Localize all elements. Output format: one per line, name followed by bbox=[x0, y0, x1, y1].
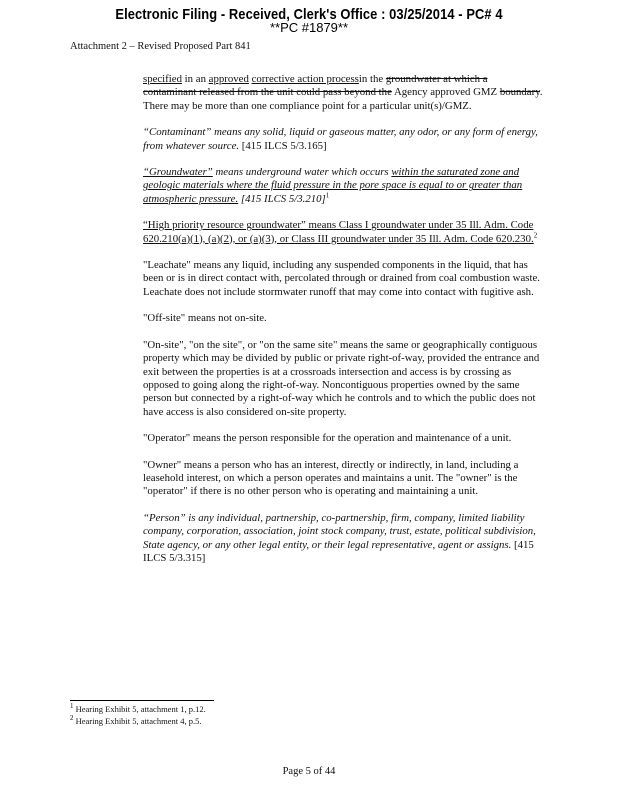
attachment-header: Attachment 2 – Revised Proposed Part 841 bbox=[70, 41, 251, 52]
footnote-ref-1[interactable]: 1 bbox=[325, 191, 330, 200]
paragraph-on-site: "On-site", "on the site", or "on the same site" means the same or geographically contiguous property which may be divided by public or private right-of-way, provided the entrance and exit between the properties is at a crossroads intersection and access is by crossing as opposed to going along the right-of-way. Noncontiguous properties owned by the same person but connected by a right-of-way which he controls and to which the public does not have access is also considered on-site property. bbox=[143, 338, 540, 418]
pc-number: **PC #1879** bbox=[269, 20, 349, 35]
paragraph-person: “Person” is any individual, partnership, co-partnership, firm, company, limited liability company, corporation, association, joint stock company, trust, estate, political subdivision, State agency, or any other legal entity, or their legal representative, agent or assigns. [415 ILCS 5/3.315] bbox=[143, 511, 536, 564]
footnote-divider bbox=[70, 700, 214, 701]
paragraph-groundwater: “Groundwater” means underground water which occurs within the saturated zone and geologic materials where the fluid pressure in the pore space is equal to or greater than atmospheric pressure. [415 ILCS 5/3.210]$^1$ bbox=[143, 166, 523, 205]
document-body bbox=[143, 73, 543, 578]
paragraph-operator: "Operator" means the person responsible for the operation and maintenance of a unit. bbox=[143, 432, 512, 445]
electronic-filing-stamp: Electronic Filing - Received, Clerk's Office : 03/25/2014 - PC# 4 bbox=[115, 6, 503, 23]
paragraph-leachate: "Leachate" means any liquid, including any suspended components in the liquid, that has been or is in direct contact with, percolated through or drained from coal combustion waste. Leachate does not include stormwater runoff that may come into contact with fugitive ash. bbox=[143, 259, 540, 298]
page-number: Page 5 of 44 bbox=[282, 766, 336, 777]
paragraph-high-priority-groundwater: “High priority resource groundwater” means Class I groundwater under 35 Ill. Adm. Code 620.210(a)(1), (a)(2), or (a)(3), or Class III groundwater under 35 Ill. Adm. Code 620.230.$^2$ bbox=[143, 219, 538, 245]
footnote-ref-2[interactable]: 2 bbox=[533, 231, 538, 240]
paragraph-owner: "Owner" means a person who has an interest, directly or indirectly, in land, including a leasehold interest, on which a person operates and maintains a unit. The "owner" is the "operator" if there is no other person who is operating and maintaining a unit. bbox=[143, 458, 519, 498]
footnote-1: $^1$ Hearing Exhibit 5, attachment 1, p.12. bbox=[70, 702, 206, 714]
paragraph-contaminant: “Contaminant” means any solid, liquid or gaseous matter, any odor, or any form of energy, from whatever source. [415 ILCS 5/3.165] bbox=[143, 126, 538, 152]
footnote-2: $^2$ Hearing Exhibit 5, attachment 4, p.5. bbox=[70, 714, 202, 726]
paragraph-compliance-point: specified in an approved corrective action processin the groundwater at which a contaminant released from the unit could pass beyond the Agency approved GMZ boundary. There may be more than one compliance point for a particular unit(s)/GMZ. bbox=[143, 73, 543, 112]
paragraph-off-site: "Off-site" means not on-site. bbox=[143, 312, 267, 325]
